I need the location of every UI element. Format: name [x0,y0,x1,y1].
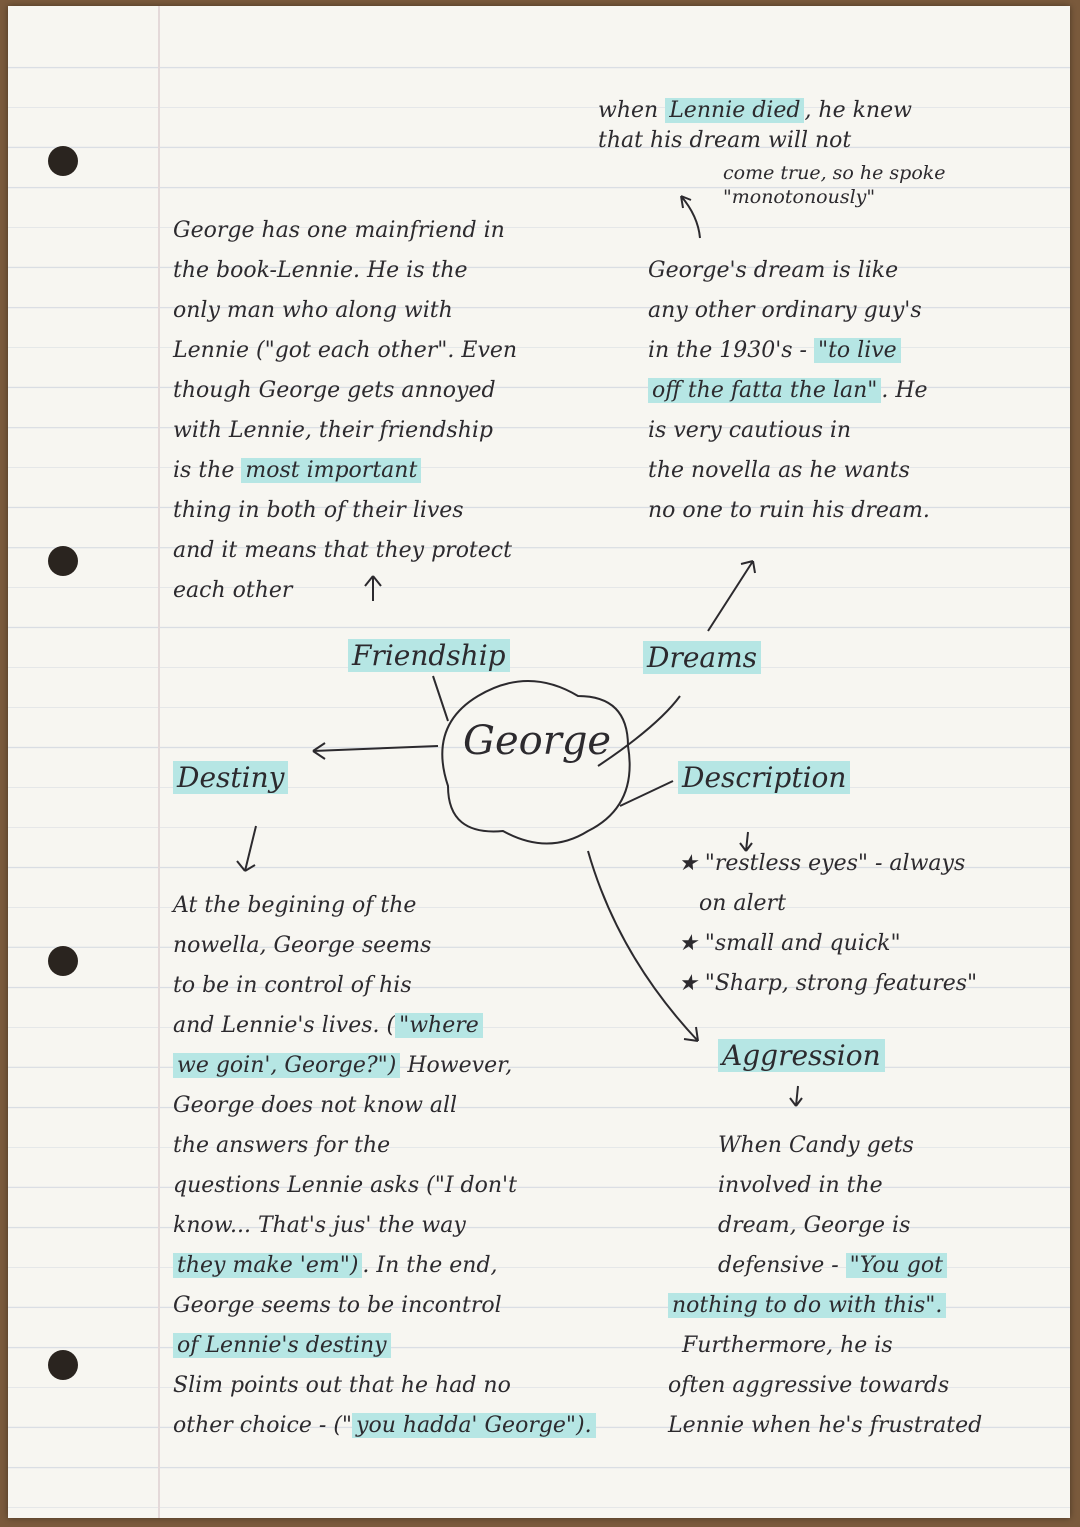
destiny-note: At the begining of the nowella, George seems to be in control of his and Lennie's lives. ( "where we goin', George?") However, George does not know all the answers for the questions Lennie asks ("I don't know... That's jus' the way they make 'em") . In the end, George seems to be incontrol of Lennie's destiny Slim points out that he had no other choice - (" you hadda' George"). [173,886,596,1446]
connector-destiny [313,746,438,751]
arrow-death-up [681,196,700,238]
notebook-page [8,6,1070,1518]
topic-dreams: Dreams [643,641,761,674]
topic-friendship: Friendship [348,639,510,672]
arrow-aggression-down [790,1086,802,1106]
death-note-cont: come true, so he spoke "monotonously" [723,162,946,208]
topic-destiny: Destiny [173,761,288,794]
death-note: when Lennie died , he knew that his dream will not [598,98,912,153]
description-note: ★ "restless eyes" - always on alert ★ "small and quick" ★ "Sharp, strong features" [678,851,978,996]
arrow-dreams-up [708,561,755,631]
connector-friendship [433,676,448,721]
topic-description: Description [678,761,850,794]
aggression-note-cont: nothing to do with this". Furthermore, he is often aggressive towards Lennie when he's frustrated [668,1293,983,1438]
center-node-george: George [463,718,612,764]
topic-aggression: Aggression [718,1039,885,1072]
friendship-note: George has one mainfriend in the book-Lennie. He is the only man who along with Lennie ("got each other". Even though George gets annoyed with Lennie, their friendship is the most important thing in both of their lives and it means that they protect each other [173,218,518,603]
dreams-note: George's dream is like any other ordinary guy's in the 1930's - "to live off the fatta the lan" . He is very cautious in the novella as he wants no one to ruin his dream. [648,258,930,523]
arrow-destiny-down [237,826,256,871]
aggression-note: When Candy gets involved in the dream, George is defensive - "You got [718,1126,947,1286]
